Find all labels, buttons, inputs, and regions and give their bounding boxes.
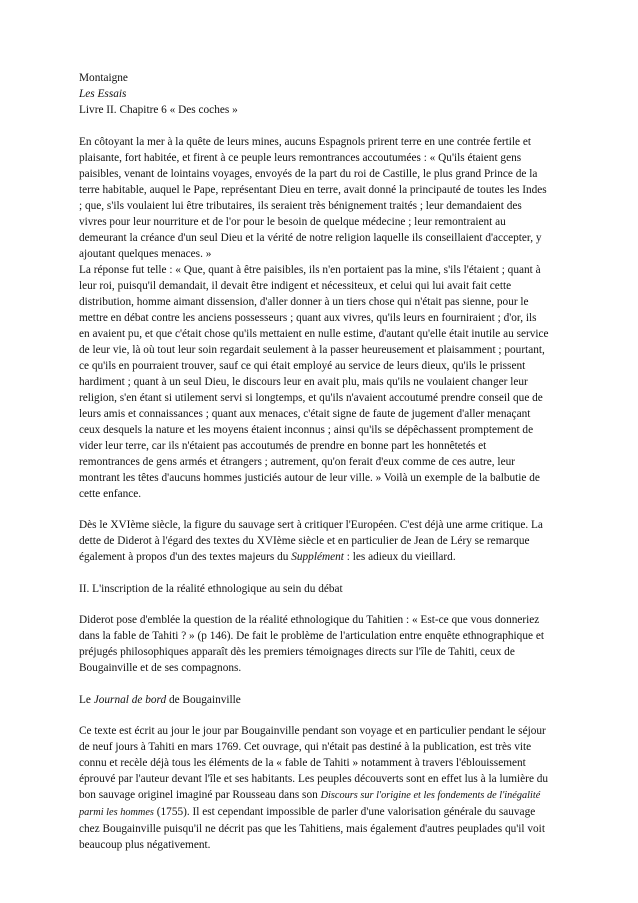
subheading <box>79 692 549 708</box>
spacer <box>79 118 549 134</box>
author-line: Montaigne <box>79 72 128 84</box>
paragraph-text: Dès le XVIème siècle, la figure du sauvage sert à critiquer l'Européen. C'est déjà une arme critique. La dette de Diderot à l'égard des textes du XVIème siècle et en particulier de Jean de Léry se remarque également à propos d'un des textes majeurs du <box>79 519 543 563</box>
spacer <box>79 597 549 613</box>
document-page <box>79 70 549 853</box>
paragraph-diderot: Diderot pose d'emblée la question de la réalité ethnologique du Tahitien : « Est-ce que vous donneriez dans la fable de Tahiti ? » (p 146). De fait le problème de l'articulation entre enquête ethnographique et préjugés philosophiques apparaît dès les premiers témoignages directs sur l'île de Tahiti, ceux de Bougainville et de ses compagnons. <box>79 614 544 674</box>
section-heading: II. L'inscription de la réalité ethnologique au sein du débat <box>79 582 343 595</box>
quote-paragraph-1: En côtoyant la mer à la quête de leurs mines, aucuns Espagnols prirent terre en une contrée fertile et plaisante, fort habitée, et firent à ce peuple leurs remontrances accoutumées : « Qu'ils étaient gens paisibles, venant de lointains voyages, envoyés de la part du roi de Castille, le plus grand Prince de la terre habitable, auquel le Pape, représentant Dieu en terre, avait donné la principauté de toutes les Indes ; que, s'ils voulaient lui être tributaires, ils seraient très bénignement traités ; leur demandaient des vivres pour leur nourriture et de l'or pour le besoin de quelque médecine ; leur remontraient au demeurant la créance d'un seul Dieu et la vérité de notre religion laquelle ils conseillaient d'accepter, y ajoutant quelques menaces. » <box>79 135 547 260</box>
spacer <box>79 676 549 692</box>
paragraph-xvie-siecle <box>79 517 549 565</box>
spacer <box>79 708 549 724</box>
paragraph-text-end: (1755). Il est cependant impossible de parler d'une valorisation générale du sauvage chez Bougainville puisqu'il ne décrit pas que les Tahitiens, mais également d'autres peuplades qu'il voit beaucoup plus négativement. <box>79 806 545 851</box>
work-title <box>79 86 549 102</box>
quote-paragraph-2: La réponse fut telle : « Que, quant à être paisibles, ils n'en portaient pas la mine, s'ils l'étaient ; quant à leur roi, puisqu'il demandait, il devait être indigent et nécessiteux, et celui qui lui avait fait cette distribution, homme aimant dissension, d'aller donner à un tiers chose qui n'était pas sienne, pour le mettre en débat contre les anciens possesseurs ; quant aux vivres, qu'ils leurs en fourniraient ; d'or, ils en avaient pu, et que c'était chose qu'ils mettaient en nulle estime, d'autant qu'elle était inutile au service de leur vie, là où tout leur soin regardait seulement à la passer heureusement et plaisamment ; pourtant, ce qu'ils en pourraient trouver, sauf ce qui était employé au service de leurs dieux, qu'ils le prissent hardiment ; quant à un seul Dieu, le discours leur en avait plu, mais qu'ils ne voulaient changer leur religion, s'en étant si utilement servi si longtemps, et qu'ils n'avaient accoutumé prendre conseil que de leurs amis et connaissances ; quant aux menaces, c'était signe de faute de jugement d'aller menaçant ceux desquels la nature et les moyens étaient inconnus ; ainsi qu'ils se dépêchassent promptement de vider leur terre, car ils n'étaient pas accoutumés de prendre en bonne part les honnêtetés et remontrances de gens armés et étrangers ; autrement, qu'on ferait d'eux comme de ces autre, leur montrant les têtes d'aucuns hommes justiciés autour de leur ville. » Voilà un exemple de la balbutie de cette enfance. <box>79 263 549 500</box>
paragraph-journal <box>79 723 549 853</box>
subheading-post: de Bougainville <box>166 693 241 706</box>
subheading-title: Journal de bord <box>93 693 167 706</box>
subheading-pre: Le <box>79 693 94 706</box>
italic-title: Supplément <box>291 551 344 563</box>
italic-title: Discours sur l'origine et les fondements de l'inégalité parmi les hommes <box>79 790 541 818</box>
chapter-line: Livre II. Chapitre 6 « Des coches » <box>79 104 238 116</box>
work-title-text: Les Essais <box>79 88 127 100</box>
paragraph-text-end: : les adieux du vieillard. <box>343 551 456 563</box>
spacer <box>79 565 549 581</box>
spacer <box>79 502 549 518</box>
paragraph-text: Ce texte est écrit au jour le jour par Bougainville pendant son voyage et en particulier pendant le séjour de neuf jours à Tahiti en mars 1769. Cet ouvrage, qui n'était pas destiné à la publication, est très vite connu et recèle déjà tous les éléments de la « fable de Tahiti » notamment à travers l'éblouissement éprouvé par l'auteur devant l'île et ses habitants. Les peuples découverts sont en effet lus à la lumière du bon sauvage originel imaginé par Rousseau dans son <box>79 725 549 801</box>
